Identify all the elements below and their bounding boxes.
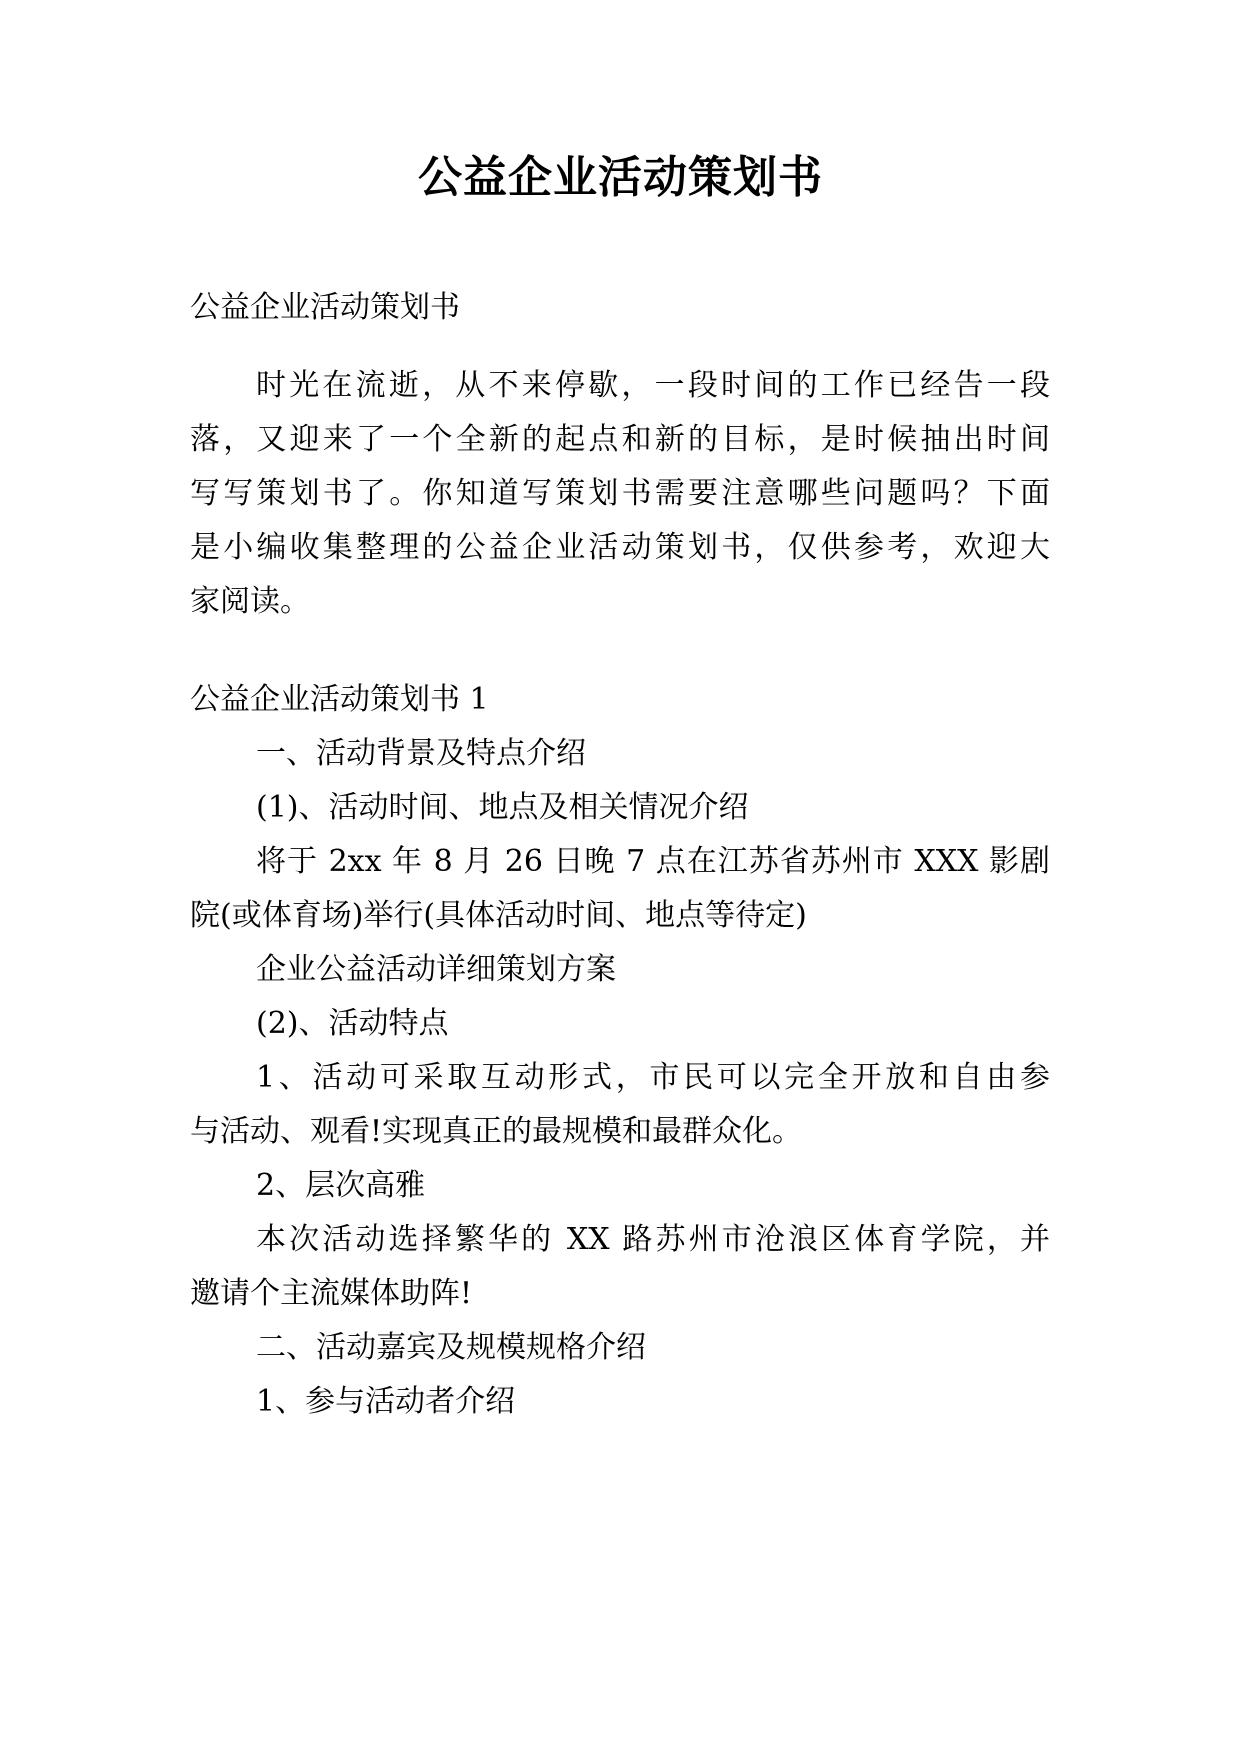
intro-line-1: 时光在流逝，从不来停歇，一段时间的工作已经告一段	[256, 368, 1050, 403]
subheading-features: (2)、活动特点	[256, 1006, 449, 1041]
heading-guests: 二、活动嘉宾及规模规格介绍	[256, 1330, 646, 1365]
point-1-line-1: 1、活动可采取互动形式，市民可以完全开放和自由参	[256, 1060, 1050, 1095]
intro-line-4: 是小编收集整理的公益企业活动策划书，仅供参考，欢迎大	[190, 530, 1050, 565]
time-paragraph-line-1: 将于 2xx 年 8 月 26 日晚 7 点在江苏省苏州市 XXX 影剧	[256, 844, 1050, 879]
plan-line: 企业公益活动详细策划方案	[256, 952, 616, 987]
point-2: 2、层次高雅	[256, 1168, 426, 1203]
subheading-time-place: (1)、活动时间、地点及相关情况介绍	[256, 790, 749, 825]
point-1-line-2: 与活动、观看!实现真正的最规模和最群众化。	[190, 1114, 803, 1149]
document-title: 公益企业活动策划书	[418, 152, 823, 203]
document-subtitle: 公益企业活动策划书	[190, 290, 460, 325]
section-title: 公益企业活动策划书 1	[190, 682, 489, 717]
intro-line-2: 落，又迎来了一个全新的起点和新的目标，是时候抽出时间	[190, 422, 1050, 457]
heading-background: 一、活动背景及特点介绍	[256, 736, 586, 771]
document-body	[190, 0, 1050, 1754]
venue-paragraph-line-2: 邀请个主流媒体助阵!	[190, 1276, 473, 1311]
time-paragraph-line-2: 院(或体育场)举行(具体活动时间、地点等待定)	[190, 898, 807, 933]
point-participants: 1、参与活动者介绍	[256, 1384, 516, 1419]
venue-paragraph-line-1: 本次活动选择繁华的 XX 路苏州市沧浪区体育学院，并	[256, 1222, 1050, 1257]
intro-line-5: 家阅读。	[190, 584, 310, 619]
intro-line-3: 写写策划书了。你知道写策划书需要注意哪些问题吗？下面	[190, 476, 1050, 511]
